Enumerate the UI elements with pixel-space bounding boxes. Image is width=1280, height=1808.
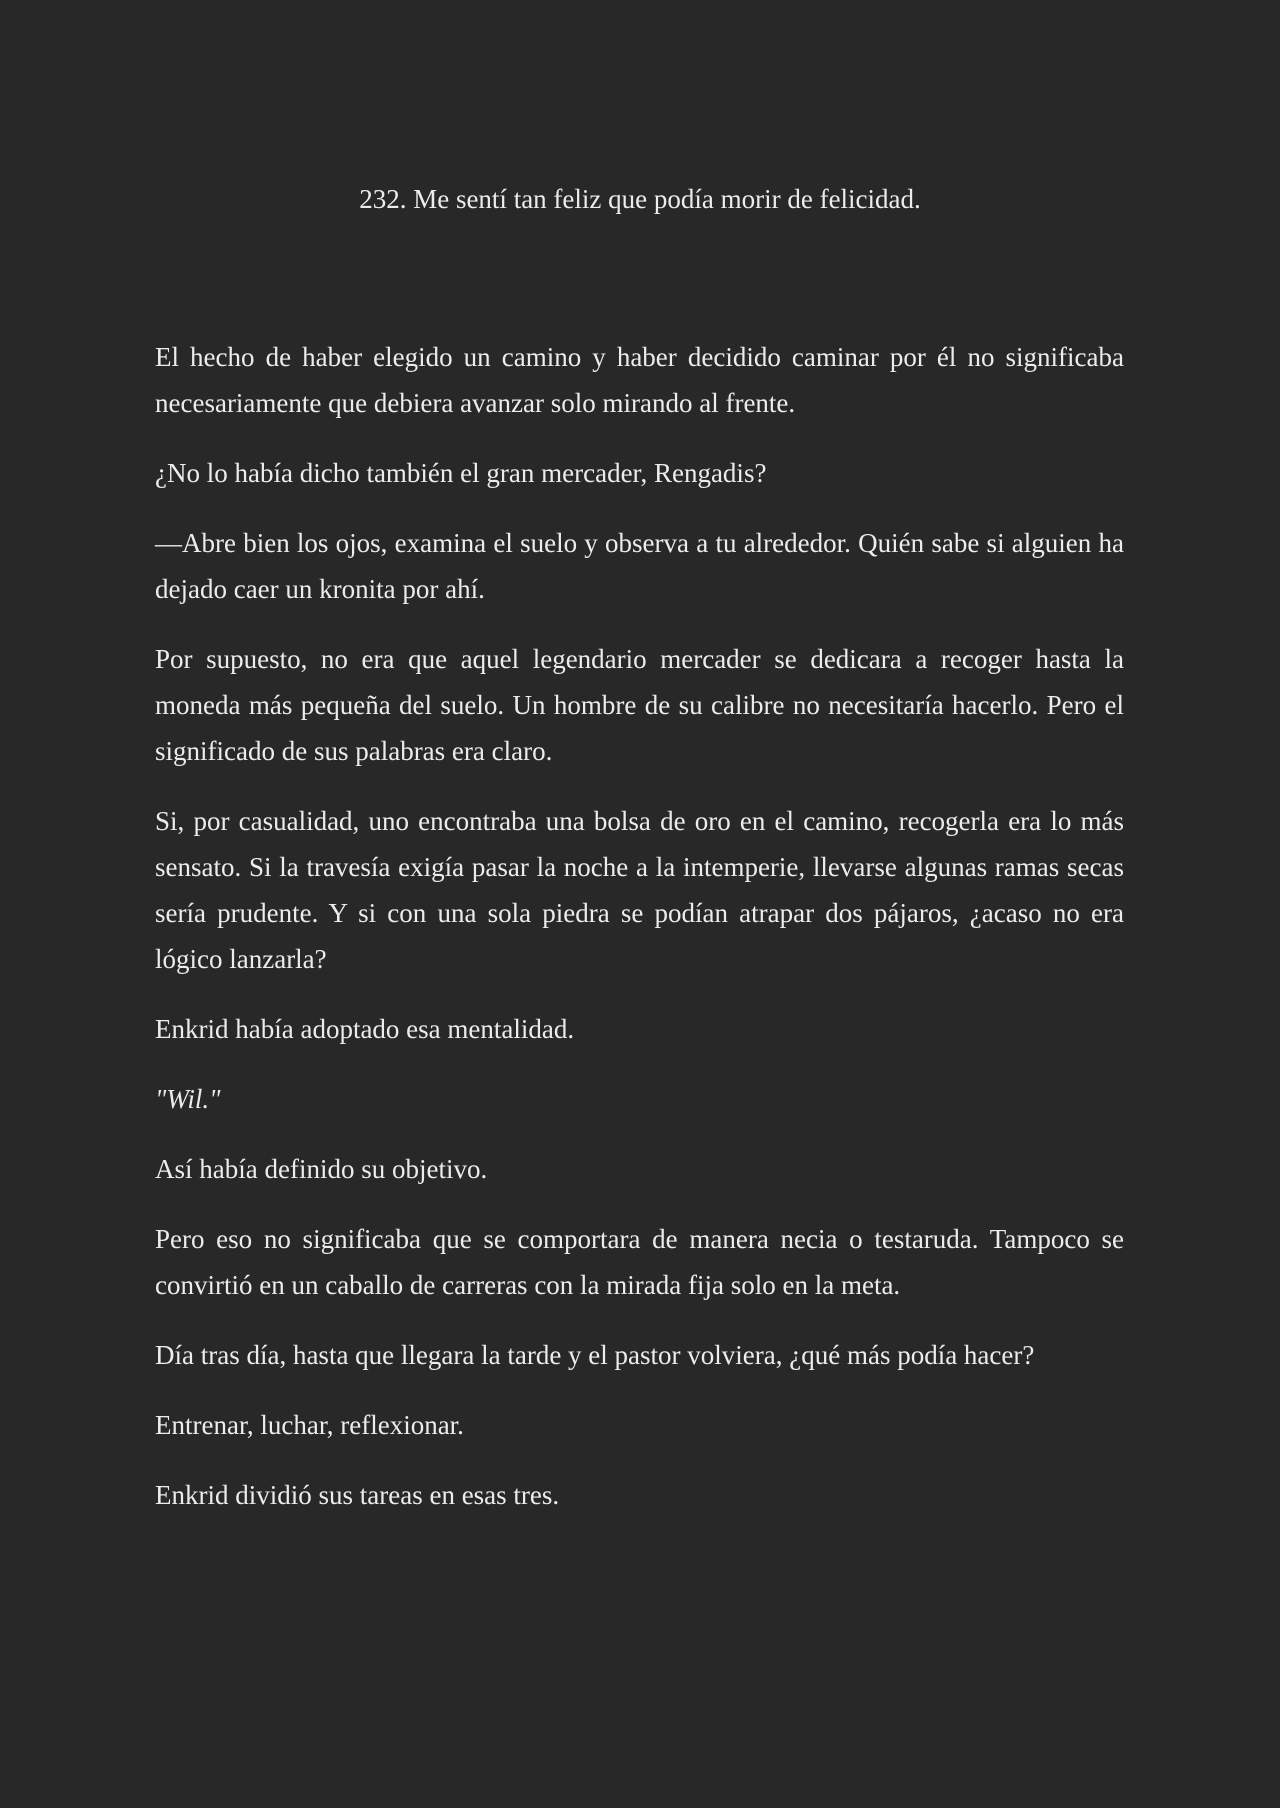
paragraph: Pero eso no significaba que se comportara de manera necia o testaruda. Tampoco se convirtió en un caballo de carreras con la mirada fija solo en la meta. bbox=[155, 1224, 1124, 1300]
chapter-title: 232. Me sentí tan feliz que podía morir de felicidad. bbox=[359, 184, 921, 214]
paragraph: Enkrid había adoptado esa mentalidad. bbox=[155, 1014, 575, 1044]
paragraph: ¿No lo había dicho también el gran mercader, Rengadis? bbox=[155, 458, 767, 488]
chapter-body bbox=[155, 334, 1124, 1542]
paragraph: Por supuesto, no era que aquel legendario mercader se dedicara a recoger hasta la moneda más pequeña del suelo. Un hombre de su calibre no necesitaría hacerlo. Pero el significado de sus palabras era claro. bbox=[155, 644, 1124, 766]
paragraph: El hecho de haber elegido un camino y haber decidido caminar por él no significaba necesariamente que debiera avanzar solo mirando al frente. bbox=[155, 342, 1124, 418]
paragraph-quote: "Wil." bbox=[155, 1084, 221, 1114]
paragraph: Día tras día, hasta que llegara la tarde y el pastor volviera, ¿qué más podía hacer? bbox=[155, 1340, 1035, 1370]
paragraph: Enkrid dividió sus tareas en esas tres. bbox=[155, 1480, 560, 1510]
paragraph: Así había definido su objetivo. bbox=[155, 1154, 488, 1184]
paragraph: —Abre bien los ojos, examina el suelo y observa a tu alrededor. Quién sabe si alguien ha dejado caer un kronita por ahí. bbox=[155, 528, 1124, 604]
paragraph: Si, por casualidad, uno encontraba una bolsa de oro en el camino, recogerla era lo más sensato. Si la travesía exigía pasar la noche a la intemperie, llevarse algunas ramas secas sería prudente. Y si con una sola piedra se podían atrapar dos pájaros, ¿acaso no era lógico lanzarla? bbox=[155, 806, 1124, 974]
paragraph: Entrenar, luchar, reflexionar. bbox=[155, 1410, 464, 1440]
